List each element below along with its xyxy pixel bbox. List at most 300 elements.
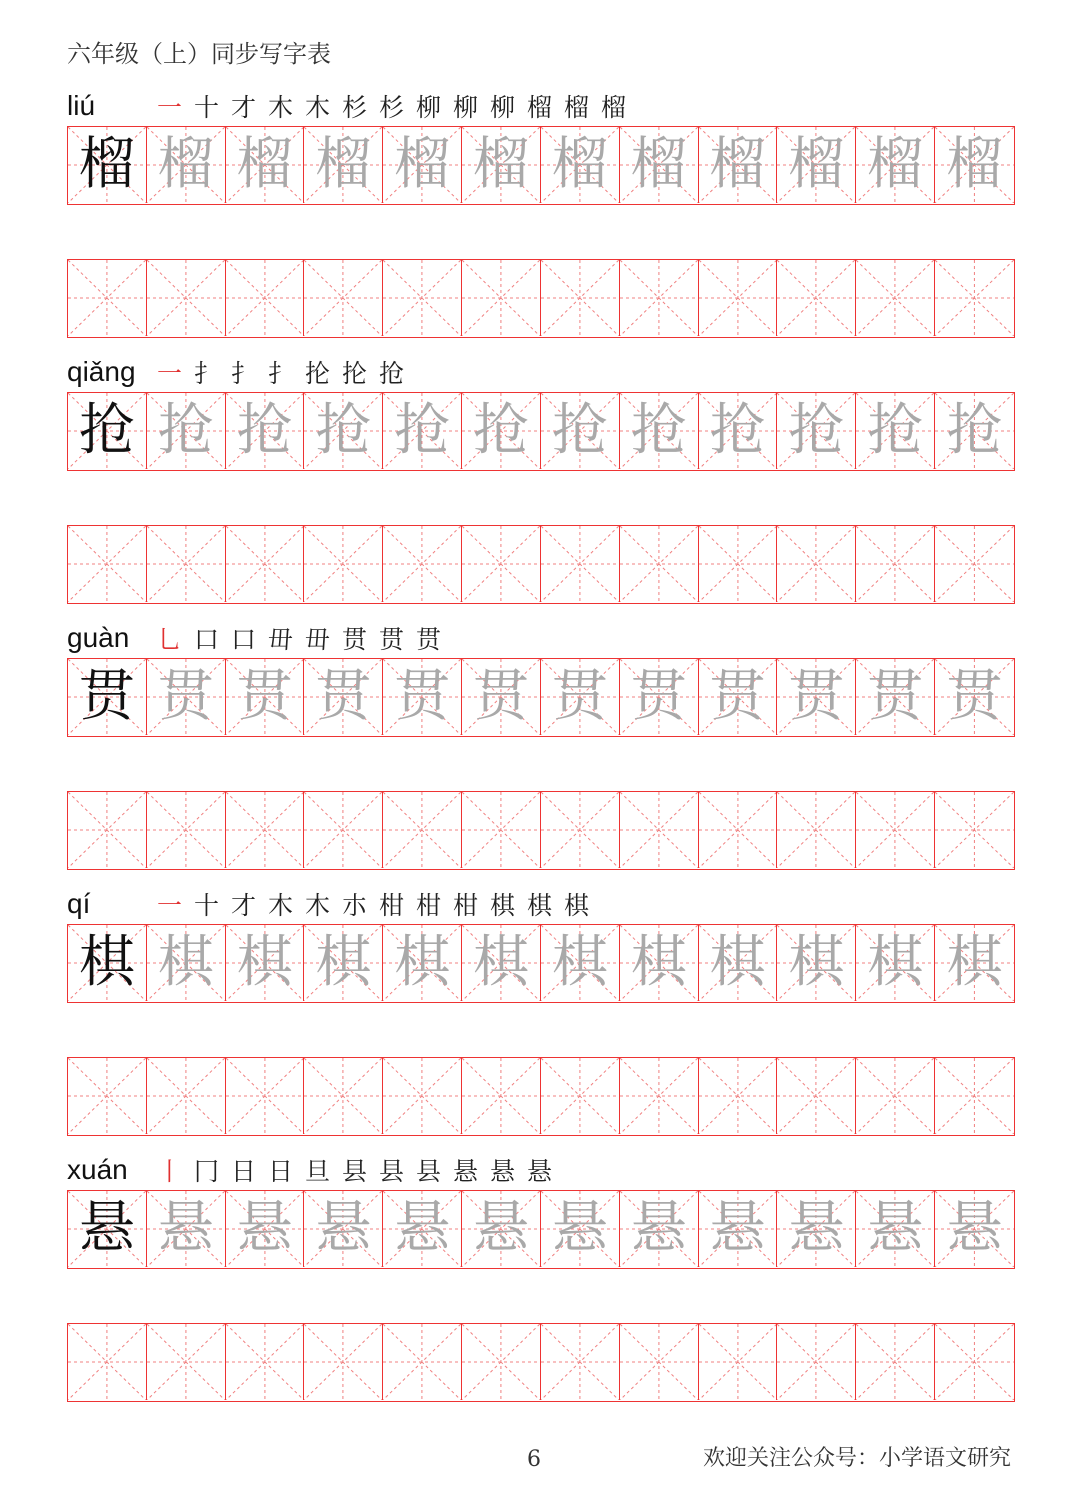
blank-practice-cell[interactable] (383, 1324, 462, 1400)
stroke-step: 扌 (193, 359, 219, 388)
trace-cell[interactable] (383, 127, 462, 203)
trace-character: 棋 (394, 930, 451, 995)
trace-character: 榴 (630, 132, 687, 197)
tianzige-guide-lines (462, 526, 540, 602)
tianzige-guide-lines (777, 1058, 855, 1134)
tianzige-guide-lines (383, 1058, 461, 1134)
practice-row (67, 259, 1015, 338)
stroke-step: 一 (156, 891, 182, 920)
trace-character: 棋 (630, 930, 687, 995)
character-section (67, 352, 1015, 604)
trace-cell[interactable] (304, 659, 383, 735)
stroke-order (151, 88, 632, 124)
blank-practice-cell[interactable] (383, 526, 462, 602)
row-gap (67, 1003, 1015, 1057)
model-character: 棋 (78, 930, 135, 995)
stroke-step: 毌 (304, 625, 330, 654)
trace-character: 抢 (630, 398, 687, 463)
tracing-row (67, 924, 1015, 1003)
trace-cell[interactable] (383, 925, 462, 1001)
blank-practice-cell[interactable] (226, 1058, 305, 1134)
trace-character: 榴 (867, 132, 924, 197)
trace-character: 棋 (236, 930, 293, 995)
trace-character: 抢 (157, 398, 214, 463)
stroke-step: 榴 (526, 93, 552, 122)
stroke-step: 县 (415, 1157, 441, 1186)
blank-practice-cell[interactable] (304, 1058, 383, 1134)
stroke-step: 扌 (267, 359, 293, 388)
tianzige-guide-lines (620, 526, 698, 602)
trace-cell[interactable] (541, 1191, 620, 1267)
trace-cell[interactable] (383, 659, 462, 735)
blank-practice-cell[interactable] (68, 260, 147, 336)
tianzige-guide-lines (699, 1324, 777, 1400)
trace-character: 棋 (709, 930, 766, 995)
row-gap (67, 737, 1015, 791)
footer-note: 欢迎关注公众号：小学语文研究 (703, 1446, 1012, 1471)
tianzige-guide-lines (935, 1058, 1014, 1134)
blank-practice-cell[interactable] (226, 1324, 305, 1400)
blank-practice-cell[interactable] (147, 260, 226, 336)
blank-practice-cell[interactable] (699, 792, 778, 868)
tianzige-guide-lines (147, 1058, 225, 1134)
trace-cell[interactable] (383, 393, 462, 469)
blank-practice-cell[interactable] (541, 260, 620, 336)
tianzige-guide-lines (462, 1324, 540, 1400)
tianzige-guide-lines (541, 1324, 619, 1400)
blank-practice-cell[interactable] (699, 260, 778, 336)
trace-cell[interactable] (147, 127, 226, 203)
stroke-step: 柳 (415, 93, 441, 122)
tianzige-guide-lines (383, 260, 461, 336)
blank-practice-cell[interactable] (462, 792, 541, 868)
blank-practice-cell[interactable] (462, 1324, 541, 1400)
trace-cell[interactable] (462, 1191, 541, 1267)
blank-practice-cell[interactable] (935, 526, 1014, 602)
stroke-step: 悬 (526, 1157, 552, 1186)
tianzige-guide-lines (541, 1058, 619, 1134)
blank-practice-cell[interactable] (462, 1058, 541, 1134)
tianzige-guide-lines (856, 526, 934, 602)
tianzige-guide-lines (68, 792, 146, 868)
trace-cell[interactable] (541, 393, 620, 469)
trace-cell[interactable] (856, 1191, 935, 1267)
trace-cell[interactable] (935, 393, 1014, 469)
trace-cell[interactable] (541, 127, 620, 203)
trace-character: 贯 (630, 664, 687, 729)
stroke-step: 棋 (489, 891, 515, 920)
blank-practice-cell[interactable] (856, 1058, 935, 1134)
blank-practice-cell[interactable] (620, 792, 699, 868)
trace-character: 抢 (236, 398, 293, 463)
trace-cell[interactable] (620, 1191, 699, 1267)
row-gap (67, 205, 1015, 259)
tianzige-guide-lines (620, 1058, 698, 1134)
trace-character: 悬 (473, 1196, 530, 1261)
trace-cell[interactable] (620, 393, 699, 469)
pinyin-label: qiǎng (67, 356, 136, 387)
pinyin-label: qí (67, 888, 91, 919)
blank-practice-cell[interactable] (147, 1324, 226, 1400)
blank-practice-cell[interactable] (383, 792, 462, 868)
trace-character: 贯 (236, 664, 293, 729)
blank-practice-cell[interactable] (856, 526, 935, 602)
blank-practice-cell[interactable] (462, 260, 541, 336)
tianzige-guide-lines (541, 792, 619, 868)
blank-practice-cell[interactable] (68, 1324, 147, 1400)
trace-cell[interactable] (777, 925, 856, 1001)
trace-cell[interactable] (304, 925, 383, 1001)
trace-cell[interactable] (147, 1191, 226, 1267)
stroke-step: 县 (341, 1157, 367, 1186)
stroke-step: 木 (267, 891, 293, 920)
tianzige-guide-lines (620, 792, 698, 868)
trace-cell[interactable] (777, 127, 856, 203)
blank-practice-cell[interactable] (777, 1324, 856, 1400)
page-title: 六年级（上）同步写字表 (67, 40, 331, 68)
tianzige-guide-lines (226, 1058, 304, 1134)
trace-character: 棋 (867, 930, 924, 995)
blank-practice-cell[interactable] (620, 526, 699, 602)
blank-practice-cell[interactable] (856, 792, 935, 868)
trace-character: 抢 (473, 398, 530, 463)
blank-practice-cell[interactable] (304, 260, 383, 336)
blank-practice-cell[interactable] (699, 526, 778, 602)
trace-cell[interactable] (304, 127, 383, 203)
tianzige-guide-lines (777, 526, 855, 602)
trace-character: 悬 (946, 1196, 1003, 1261)
trace-character: 贯 (157, 664, 214, 729)
trace-character: 贯 (473, 664, 530, 729)
trace-cell[interactable] (226, 1191, 305, 1267)
stroke-step: 乚 (156, 625, 182, 654)
pinyin-label: liú (67, 90, 96, 121)
practice-row (67, 525, 1015, 604)
pinyin-label: guàn (67, 622, 130, 653)
blank-practice-cell[interactable] (304, 526, 383, 602)
tianzige-guide-lines (147, 260, 225, 336)
blank-practice-cell[interactable] (935, 1324, 1014, 1400)
trace-cell[interactable] (226, 925, 305, 1001)
trace-character: 贯 (709, 664, 766, 729)
tianzige-guide-lines (68, 260, 146, 336)
row-gap (67, 471, 1015, 525)
page-number: 6 (527, 1447, 541, 1472)
trace-character: 悬 (236, 1196, 293, 1261)
stroke-order (151, 620, 447, 656)
trace-cell[interactable] (620, 127, 699, 203)
tianzige-guide-lines (856, 792, 934, 868)
tianzige-guide-lines (777, 1324, 855, 1400)
trace-cell[interactable] (777, 659, 856, 735)
tracing-row (67, 392, 1015, 471)
stroke-order (151, 886, 595, 922)
trace-cell[interactable] (699, 393, 778, 469)
stroke-step: 才 (230, 891, 256, 920)
blank-practice-cell[interactable] (541, 1324, 620, 1400)
model-character: 贯 (78, 664, 135, 729)
trace-cell[interactable] (935, 659, 1014, 735)
stroke-step: 悬 (489, 1157, 515, 1186)
blank-practice-cell[interactable] (304, 792, 383, 868)
character-section (67, 86, 1015, 338)
blank-practice-cell[interactable] (620, 260, 699, 336)
stroke-step: 十 (193, 891, 219, 920)
trace-cell[interactable] (620, 925, 699, 1001)
trace-cell[interactable] (935, 925, 1014, 1001)
trace-cell[interactable] (226, 659, 305, 735)
trace-character: 棋 (157, 930, 214, 995)
stroke-step: 抡 (341, 359, 367, 388)
model-cell (68, 393, 147, 469)
tracing-row (67, 1190, 1015, 1269)
stroke-step: 柑 (378, 891, 404, 920)
stroke-step: 旦 (304, 1157, 330, 1186)
stroke-step: 榴 (600, 93, 626, 122)
trace-cell[interactable] (620, 659, 699, 735)
trace-cell[interactable] (462, 925, 541, 1001)
stroke-step: 十 (193, 93, 219, 122)
tianzige-guide-lines (856, 260, 934, 336)
stroke-step: 县 (378, 1157, 404, 1186)
trace-cell[interactable] (541, 659, 620, 735)
trace-cell[interactable] (856, 127, 935, 203)
stroke-step: 棋 (563, 891, 589, 920)
tianzige-guide-lines (68, 526, 146, 602)
tianzige-guide-lines (383, 526, 461, 602)
trace-character: 悬 (551, 1196, 608, 1261)
stroke-step: 丨 (156, 1157, 182, 1186)
stroke-step: 一 (156, 93, 182, 122)
blank-practice-cell[interactable] (68, 526, 147, 602)
trace-character: 棋 (788, 930, 845, 995)
trace-cell[interactable] (935, 127, 1014, 203)
stroke-step: 抡 (304, 359, 330, 388)
blank-practice-cell[interactable] (226, 792, 305, 868)
blank-practice-cell[interactable] (226, 260, 305, 336)
blank-practice-cell[interactable] (147, 1058, 226, 1134)
stroke-step: 日 (267, 1157, 293, 1186)
blank-practice-cell[interactable] (856, 1324, 935, 1400)
stroke-step: 木 (304, 93, 330, 122)
practice-row (67, 1057, 1015, 1136)
blank-practice-cell[interactable] (147, 792, 226, 868)
tianzige-guide-lines (699, 260, 777, 336)
stroke-step: 杉 (378, 93, 404, 122)
stroke-step: 朩 (341, 891, 367, 920)
trace-cell[interactable] (541, 925, 620, 1001)
blank-practice-cell[interactable] (777, 1058, 856, 1134)
stroke-step: 杉 (341, 93, 367, 122)
stroke-step: 柑 (452, 891, 478, 920)
tianzige-guide-lines (541, 260, 619, 336)
trace-cell[interactable] (856, 925, 935, 1001)
tianzige-guide-lines (777, 260, 855, 336)
pinyin-label: xuán (67, 1154, 128, 1185)
trace-cell[interactable] (462, 659, 541, 735)
stroke-step: 抢 (378, 359, 404, 388)
blank-practice-cell[interactable] (620, 1058, 699, 1134)
trace-character: 榴 (394, 132, 451, 197)
trace-cell[interactable] (226, 393, 305, 469)
tianzige-guide-lines (699, 792, 777, 868)
trace-character: 榴 (315, 132, 372, 197)
model-character: 抢 (78, 398, 135, 463)
tianzige-guide-lines (699, 1058, 777, 1134)
trace-cell[interactable] (304, 1191, 383, 1267)
pinyin-stroke-line (67, 352, 1015, 392)
tianzige-guide-lines (620, 260, 698, 336)
tianzige-guide-lines (226, 260, 304, 336)
stroke-step: 柳 (452, 93, 478, 122)
blank-practice-cell[interactable] (68, 792, 147, 868)
blank-practice-cell[interactable] (699, 1058, 778, 1134)
trace-cell[interactable] (856, 659, 935, 735)
trace-character: 悬 (630, 1196, 687, 1261)
trace-cell[interactable] (777, 1191, 856, 1267)
trace-character: 榴 (788, 132, 845, 197)
tianzige-guide-lines (462, 1058, 540, 1134)
trace-cell[interactable] (699, 1191, 778, 1267)
character-section (67, 618, 1015, 870)
blank-practice-cell[interactable] (541, 526, 620, 602)
trace-character: 榴 (473, 132, 530, 197)
tianzige-guide-lines (699, 526, 777, 602)
trace-cell[interactable] (147, 925, 226, 1001)
trace-cell[interactable] (935, 1191, 1014, 1267)
trace-character: 抢 (394, 398, 451, 463)
tianzige-guide-lines (68, 1058, 146, 1134)
trace-character: 贯 (551, 664, 608, 729)
stroke-step: 扌 (230, 359, 256, 388)
blank-practice-cell[interactable] (147, 526, 226, 602)
trace-cell[interactable] (462, 393, 541, 469)
tianzige-guide-lines (68, 1324, 146, 1400)
tianzige-guide-lines (226, 526, 304, 602)
tianzige-guide-lines (304, 1058, 382, 1134)
model-character: 悬 (78, 1196, 135, 1261)
blank-practice-cell[interactable] (304, 1324, 383, 1400)
blank-practice-cell[interactable] (777, 792, 856, 868)
blank-practice-cell[interactable] (226, 526, 305, 602)
stroke-step: 贯 (341, 625, 367, 654)
trace-character: 榴 (236, 132, 293, 197)
trace-character: 榴 (946, 132, 1003, 197)
stroke-step: 木 (267, 93, 293, 122)
blank-practice-cell[interactable] (541, 1058, 620, 1134)
tianzige-guide-lines (856, 1058, 934, 1134)
trace-character: 悬 (394, 1196, 451, 1261)
trace-character: 悬 (157, 1196, 214, 1261)
blank-practice-cell[interactable] (383, 260, 462, 336)
stroke-step: 榴 (563, 93, 589, 122)
tianzige-guide-lines (226, 1324, 304, 1400)
trace-character: 悬 (867, 1196, 924, 1261)
blank-practice-cell[interactable] (777, 526, 856, 602)
blank-practice-cell[interactable] (935, 792, 1014, 868)
trace-cell[interactable] (147, 393, 226, 469)
stroke-step: 贯 (415, 625, 441, 654)
trace-cell[interactable] (856, 393, 935, 469)
blank-practice-cell[interactable] (68, 1058, 147, 1134)
trace-cell[interactable] (147, 659, 226, 735)
blank-practice-cell[interactable] (383, 1058, 462, 1134)
tianzige-guide-lines (147, 526, 225, 602)
trace-character: 贯 (788, 664, 845, 729)
model-cell (68, 659, 147, 735)
stroke-step: 贯 (378, 625, 404, 654)
trace-character: 贯 (946, 664, 1003, 729)
blank-practice-cell[interactable] (856, 260, 935, 336)
tianzige-guide-lines (304, 260, 382, 336)
blank-practice-cell[interactable] (541, 792, 620, 868)
trace-cell[interactable] (226, 127, 305, 203)
trace-character: 抢 (315, 398, 372, 463)
trace-cell[interactable] (304, 393, 383, 469)
trace-character: 抢 (551, 398, 608, 463)
trace-character: 抢 (709, 398, 766, 463)
character-section (67, 1150, 1015, 1402)
tianzige-guide-lines (304, 526, 382, 602)
trace-cell[interactable] (699, 925, 778, 1001)
trace-cell[interactable] (462, 127, 541, 203)
tianzige-guide-lines (226, 792, 304, 868)
blank-practice-cell[interactable] (777, 260, 856, 336)
trace-character: 悬 (315, 1196, 372, 1261)
tianzige-guide-lines (462, 260, 540, 336)
stroke-order (151, 1152, 558, 1188)
blank-practice-cell[interactable] (935, 260, 1014, 336)
trace-character: 榴 (709, 132, 766, 197)
trace-cell[interactable] (699, 659, 778, 735)
stroke-step: 木 (304, 891, 330, 920)
trace-cell[interactable] (777, 393, 856, 469)
blank-practice-cell[interactable] (620, 1324, 699, 1400)
trace-character: 抢 (946, 398, 1003, 463)
trace-cell[interactable] (383, 1191, 462, 1267)
trace-character: 榴 (157, 132, 214, 197)
trace-character: 棋 (315, 930, 372, 995)
pinyin-stroke-line (67, 618, 1015, 658)
character-section (67, 884, 1015, 1136)
stroke-step: 棋 (526, 891, 552, 920)
trace-cell[interactable] (699, 127, 778, 203)
pinyin-stroke-line (67, 86, 1015, 126)
trace-character: 榴 (551, 132, 608, 197)
tianzige-guide-lines (541, 526, 619, 602)
trace-character: 抢 (788, 398, 845, 463)
tianzige-guide-lines (620, 1324, 698, 1400)
practice-row (67, 791, 1015, 870)
tianzige-guide-lines (856, 1324, 934, 1400)
blank-practice-cell[interactable] (699, 1324, 778, 1400)
tianzige-guide-lines (935, 1324, 1014, 1400)
tianzige-guide-lines (383, 792, 461, 868)
blank-practice-cell[interactable] (462, 526, 541, 602)
tianzige-guide-lines (935, 526, 1014, 602)
tianzige-guide-lines (147, 792, 225, 868)
model-cell (68, 1191, 147, 1267)
tianzige-guide-lines (777, 792, 855, 868)
stroke-step: 悬 (452, 1157, 478, 1186)
stroke-step: 柑 (415, 891, 441, 920)
trace-character: 抢 (867, 398, 924, 463)
stroke-step: 口 (230, 625, 256, 654)
tianzige-guide-lines (935, 260, 1014, 336)
blank-practice-cell[interactable] (935, 1058, 1014, 1134)
trace-character: 棋 (551, 930, 608, 995)
stroke-step: 口 (193, 625, 219, 654)
